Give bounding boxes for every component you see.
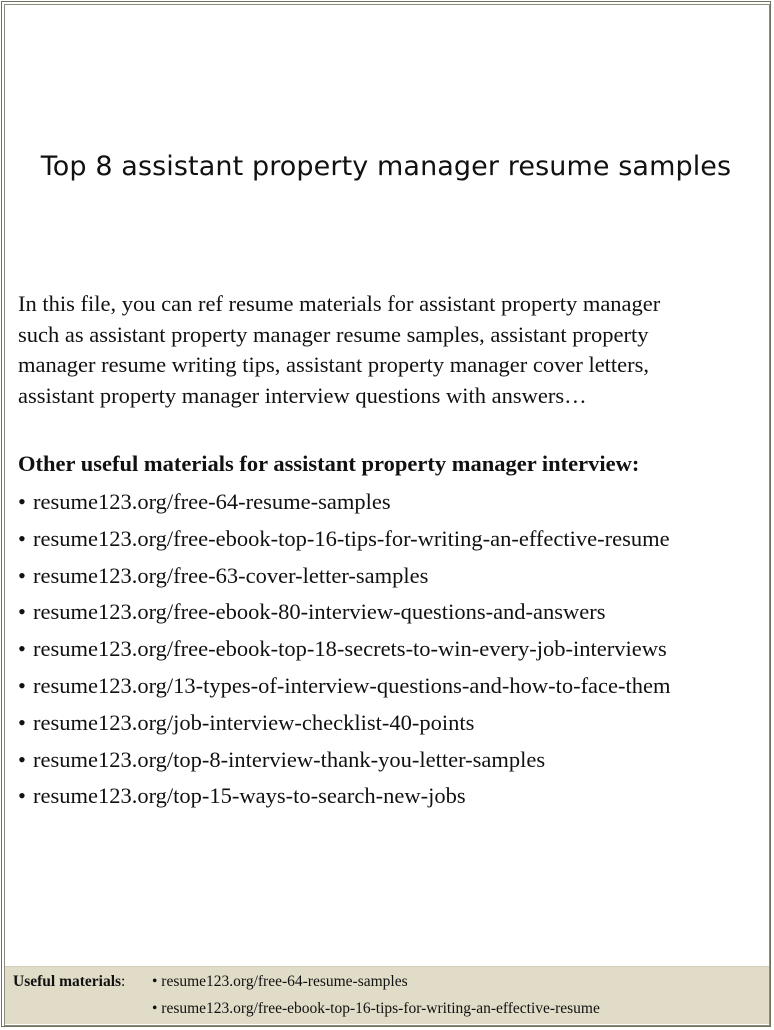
bullet-icon: • xyxy=(18,525,26,551)
material-link[interactable]: resume123.org/free-ebook-top-16-tips-for-writing-an-effective-resume xyxy=(33,525,670,551)
material-link[interactable]: resume123.org/top-8-interview-thank-you-letter-samples xyxy=(33,746,546,772)
material-link[interactable]: resume123.org/job-interview-checklist-40-points xyxy=(33,709,475,735)
material-link[interactable]: resume123.org/free-64-resume-samples xyxy=(33,489,391,514)
footer-link[interactable]: • resume123.org/free-ebook-top-16-tips-for-writing-an-effective-resume xyxy=(152,1000,600,1017)
list-item xyxy=(18,597,671,634)
intro-line: such as assistant property manager resume samples, assistant property xyxy=(18,321,649,347)
materials-heading: Other useful materials for assistant property manager interview: xyxy=(18,451,640,476)
list-item xyxy=(18,487,671,524)
list-item xyxy=(18,561,671,598)
intro-paragraph xyxy=(18,289,768,411)
intro-line: assistant property manager interview questions with answers… xyxy=(18,382,587,408)
bullet-icon: • xyxy=(18,709,26,735)
intro-line: manager resume writing tips, assistant property manager cover letters, xyxy=(18,352,650,377)
bullet-icon: • xyxy=(18,636,26,662)
material-link[interactable]: resume123.org/free-ebook-top-18-secrets-to-win-every-job-interviews xyxy=(33,636,667,662)
list-item xyxy=(18,781,671,818)
material-link[interactable]: resume123.org/13-types-of-interview-questions-and-how-to-face-them xyxy=(33,672,671,698)
material-link[interactable]: resume123.org/top-15-ways-to-search-new-jobs xyxy=(33,783,466,809)
footer-band xyxy=(5,966,769,1024)
footer-link[interactable]: • resume123.org/free-64-resume-samples xyxy=(152,973,408,990)
materials-list xyxy=(18,487,671,818)
list-item xyxy=(18,634,671,671)
material-link[interactable]: resume123.org/free-ebook-80-interview-questions-and-answers xyxy=(33,599,606,625)
list-item xyxy=(18,708,671,745)
bullet-icon: • xyxy=(18,489,26,514)
bullet-icon: • xyxy=(18,746,26,772)
bullet-icon: • xyxy=(18,672,26,698)
bullet-icon: • xyxy=(18,562,26,588)
intro-line: In this file, you can ref resume materials for assistant property manager xyxy=(18,291,661,316)
page-title: Top 8 assistant property manager resume samples xyxy=(40,151,732,182)
bullet-icon: • xyxy=(18,599,26,625)
footer-label-text: Useful materials xyxy=(13,973,122,990)
list-item xyxy=(18,745,671,782)
bullet-icon: • xyxy=(18,783,26,809)
document-page xyxy=(4,4,770,1026)
footer-colon: : xyxy=(121,973,126,990)
footer-label xyxy=(13,973,125,991)
list-item xyxy=(18,524,671,561)
list-item xyxy=(18,671,671,708)
material-link[interactable]: resume123.org/free-63-cover-letter-samples xyxy=(33,562,429,588)
